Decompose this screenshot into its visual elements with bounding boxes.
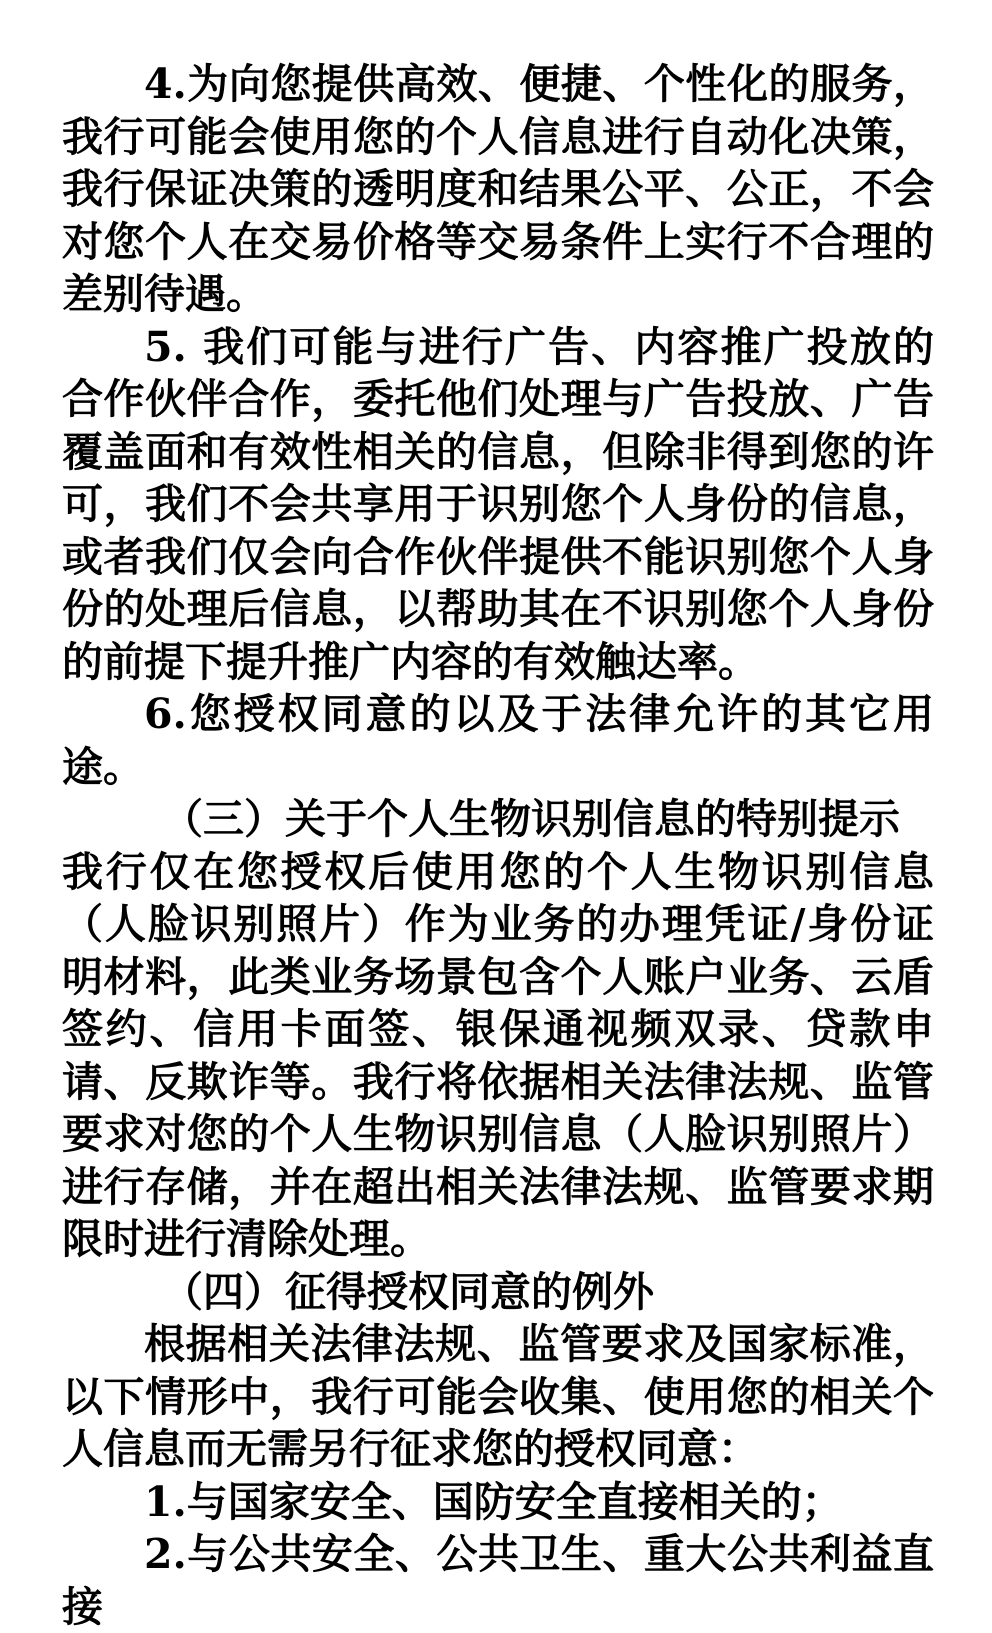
paragraph-biometric: 我行仅在您授权后使用您的个人生物识别信息（人脸识别照片）作为业务的办理凭证/身份证明材料，此类业务场景包含个人账户业务、云盾签约、信用卡面签、银保通视频双录、贷款申请、反欺诈等。我行将依据相关法律法规、监管要求对您的个人生物识别信息（人脸识别照片）进行存储，并在超出相关法律法规、监管要求期限时进行清除处理。 xyxy=(62,847,934,1263)
paragraph-exceptions-intro: 根据相关法律法规、监管要求及国家标准，以下情形中，我行可能会收集、使用您的相关个人信息而无需另行征求您的授权同意： xyxy=(62,1320,934,1473)
section-heading-exceptions: （四）征得授权同意的例外 xyxy=(162,1267,654,1316)
section-heading-biometric: （三）关于个人生物识别信息的特别提示 xyxy=(162,795,900,843)
paragraph-item-6: 6.您授权同意的以及于法律允许的其它用途。 xyxy=(62,690,934,791)
document-body xyxy=(62,58,934,1633)
paragraph-item-4: 4.为向您提供高效、便捷、个性化的服务，我行可能会使用您的个人信息进行自动化决策，我行保证决策的透明度和结果公平、公正，不会对您个人在交易价格等交易条件上实行不合理的差别待遇。 xyxy=(62,60,934,318)
paragraph-item-5: 5. 我们可能与进行广告、内容推广投放的合作伙伴合作，委托他们处理与广告投放、广告覆盖面和有效性相关的信息，但除非得到您的许可，我们不会共享用于识别您个人身份的信息，或者我们仅会向合作伙伴提供不能识别您个人身份的处理后信息，以帮助其在不识别您个人身份的前提下提升推广内容的有效触达率。 xyxy=(62,322,934,686)
list-item-2: 2.与公共安全、公共卫生、重大公共利益直接 xyxy=(62,1530,934,1631)
list-item-1: 1.与国家安全、国防安全直接相关的； xyxy=(144,1477,843,1526)
